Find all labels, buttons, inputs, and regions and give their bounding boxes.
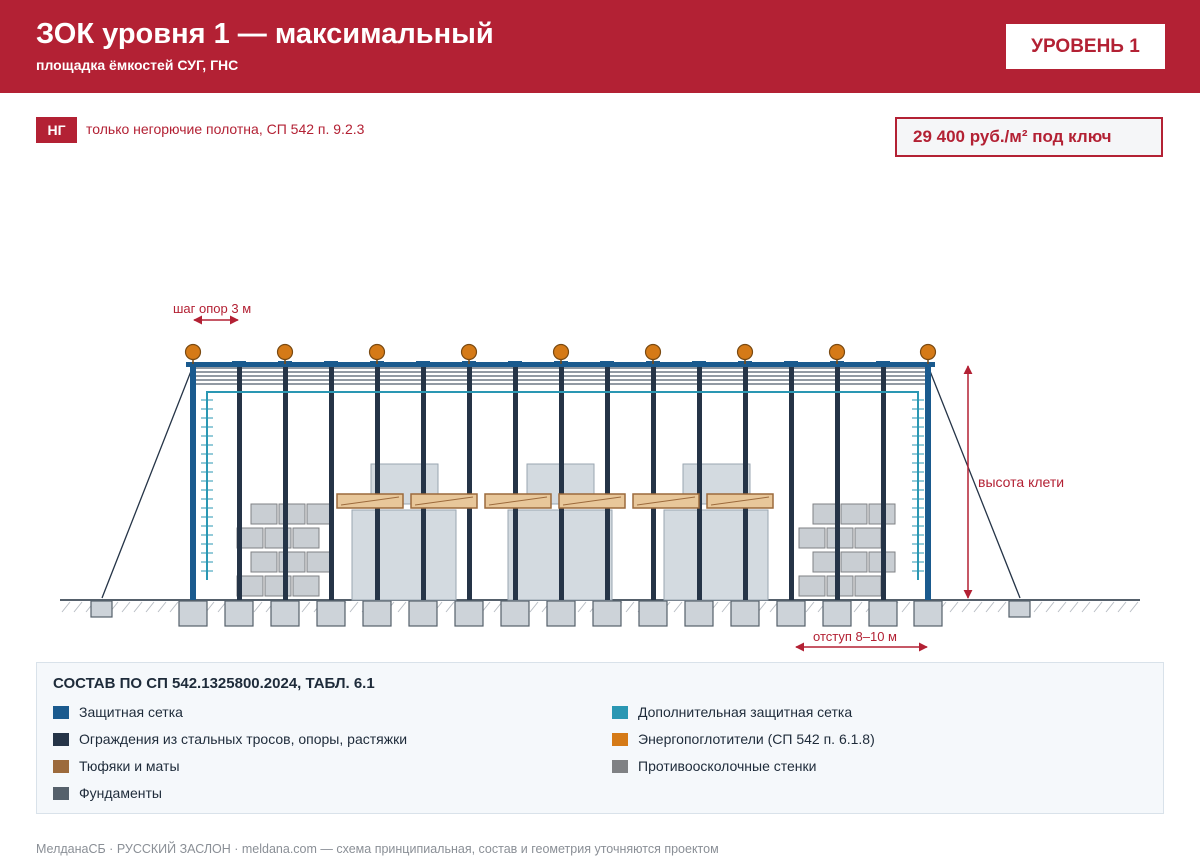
absorber (462, 345, 477, 360)
post (467, 364, 472, 600)
absorber (370, 345, 385, 360)
hatch-line (170, 602, 178, 612)
level-badge: УРОВЕНЬ 1 (1006, 24, 1165, 69)
ng-note: только негорючие полотна, СП 542 п. 9.2.3 (86, 121, 365, 137)
post (421, 364, 426, 600)
hatch-line (722, 602, 730, 612)
hatch-line (998, 602, 1006, 612)
page-subtitle: площадка ёмкостей СУГ, ГНС (36, 57, 239, 73)
hatch-line (1046, 602, 1054, 612)
hatch-line (1082, 602, 1090, 612)
hatch-line (578, 602, 586, 612)
wall-block (841, 552, 867, 572)
anchor-foundation-left (91, 601, 112, 617)
post (513, 364, 518, 600)
foundation-block (593, 601, 621, 626)
wall-block (293, 576, 319, 596)
legend-label: Ограждения из стальных тросов, опоры, растяжки (79, 731, 408, 747)
foundation-block (225, 601, 253, 626)
foundation-block (317, 601, 345, 626)
hatch-line (674, 602, 682, 612)
absorber (186, 345, 201, 360)
foundation-block (731, 601, 759, 626)
legend-swatch (612, 706, 628, 719)
wall-block (251, 504, 277, 524)
legend-item (53, 731, 407, 747)
hatch-line (626, 602, 634, 612)
legend-swatch (612, 760, 628, 773)
absorber (921, 345, 936, 360)
foundation-block (547, 601, 575, 626)
wall-block (855, 528, 881, 548)
post (835, 364, 840, 600)
legend-item (612, 704, 852, 720)
tank-left (352, 464, 456, 600)
label-post-spacing: шаг опор 3 м (173, 301, 252, 316)
legend-swatch (612, 733, 628, 746)
hatch-line (1070, 602, 1078, 612)
wall-block (855, 576, 881, 596)
absorber (278, 345, 293, 360)
hatch-line (302, 602, 310, 612)
hatch-line (986, 602, 994, 612)
legend-label: Противоосколочные стенки (638, 758, 817, 774)
absorber (554, 345, 569, 360)
legend-swatch (53, 787, 69, 800)
absorber (646, 345, 661, 360)
post (237, 364, 242, 600)
wall-block (279, 552, 305, 572)
hatch-line (122, 602, 130, 612)
hatch-line (530, 602, 538, 612)
legend-item (53, 704, 183, 720)
wall-block (251, 552, 277, 572)
post (651, 364, 656, 600)
price-text: 29 400 руб./м² под ключ (913, 127, 1112, 146)
legend-label: Энергопоглотители (СП 542 п. 6.1.8) (638, 731, 875, 747)
hatch-line (1034, 602, 1042, 612)
foundation-block (455, 601, 483, 626)
foundation-block (409, 601, 437, 626)
wall-block (293, 528, 319, 548)
hatch-line (446, 602, 454, 612)
post (605, 364, 610, 600)
hatch-line (1118, 602, 1126, 612)
label-height: высота клети (978, 474, 1065, 490)
tank-right (664, 464, 768, 600)
legend-item (612, 758, 816, 774)
energy-absorbers (186, 345, 936, 365)
foundation-block (501, 601, 529, 626)
hatch-line (962, 602, 970, 612)
post (283, 364, 288, 600)
wall-block (279, 504, 305, 524)
legend-label: Защитная сетка (79, 704, 183, 720)
anchor-foundation-right (1009, 601, 1030, 617)
hatch-line (1106, 602, 1114, 612)
end-post-left (190, 364, 196, 600)
foundation-block (823, 601, 851, 626)
guy-wire-left (102, 366, 193, 598)
hatch-line (1094, 602, 1102, 612)
post (375, 364, 380, 600)
footer-note: МелданаСБ · РУССКИЙ ЗАСЛОН · meldana.com — схема принципиальная, состав и геометрия уточняются проектом (36, 842, 719, 856)
legend-title: СОСТАВ ПО СП 542.1325800.2024, ТАБЛ. 6.1 (53, 675, 375, 692)
foundation-block (363, 601, 391, 626)
hatch-line (902, 602, 910, 612)
post (743, 364, 748, 600)
foundations (179, 601, 942, 626)
hatch-line (158, 602, 166, 612)
legend-item (612, 731, 875, 747)
splinter-wall-right (799, 504, 895, 596)
foundation-block (914, 601, 942, 626)
post (697, 364, 702, 600)
foundation-block (777, 601, 805, 626)
hatch-line (974, 602, 982, 612)
legend-swatch (53, 733, 69, 746)
absorber (830, 345, 845, 360)
absorber (738, 345, 753, 360)
support-posts (232, 361, 890, 600)
wall-block (841, 504, 867, 524)
legend-swatch (53, 760, 69, 773)
foundation-block (639, 601, 667, 626)
hatch-line (134, 602, 142, 612)
page-title: ЗОК уровня 1 — максимальный (36, 18, 494, 50)
post (559, 364, 564, 600)
wall-block (799, 528, 825, 548)
ng-tag: НГ (36, 117, 77, 143)
hatch-line (146, 602, 154, 612)
legend-label: Тюфяки и маты (79, 758, 180, 774)
wall-block (799, 576, 825, 596)
hatch-line (1130, 602, 1138, 612)
post (329, 364, 334, 600)
foundation-block (685, 601, 713, 626)
legend-item (53, 785, 162, 801)
hatch-line (398, 602, 406, 612)
legend-label: Дополнительная защитная сетка (638, 704, 853, 720)
legend-swatch (53, 706, 69, 719)
foundation-block (271, 601, 299, 626)
hatch-line (62, 602, 70, 612)
hatch-line (74, 602, 82, 612)
end-post-right (925, 364, 931, 600)
legend-item (53, 758, 180, 774)
hatch-line (950, 602, 958, 612)
hatch-line (1058, 602, 1066, 612)
foundation-block (869, 601, 897, 626)
post (881, 364, 886, 600)
hatch-line (350, 602, 358, 612)
legend-label: Фундаменты (79, 785, 162, 801)
legend-panel (36, 662, 1164, 814)
hatch-line (254, 602, 262, 612)
post (789, 364, 794, 600)
hatch-line (806, 602, 814, 612)
foundation-block (179, 601, 207, 626)
label-offset: отступ 8–10 м (813, 629, 897, 644)
hatch-line (854, 602, 862, 612)
